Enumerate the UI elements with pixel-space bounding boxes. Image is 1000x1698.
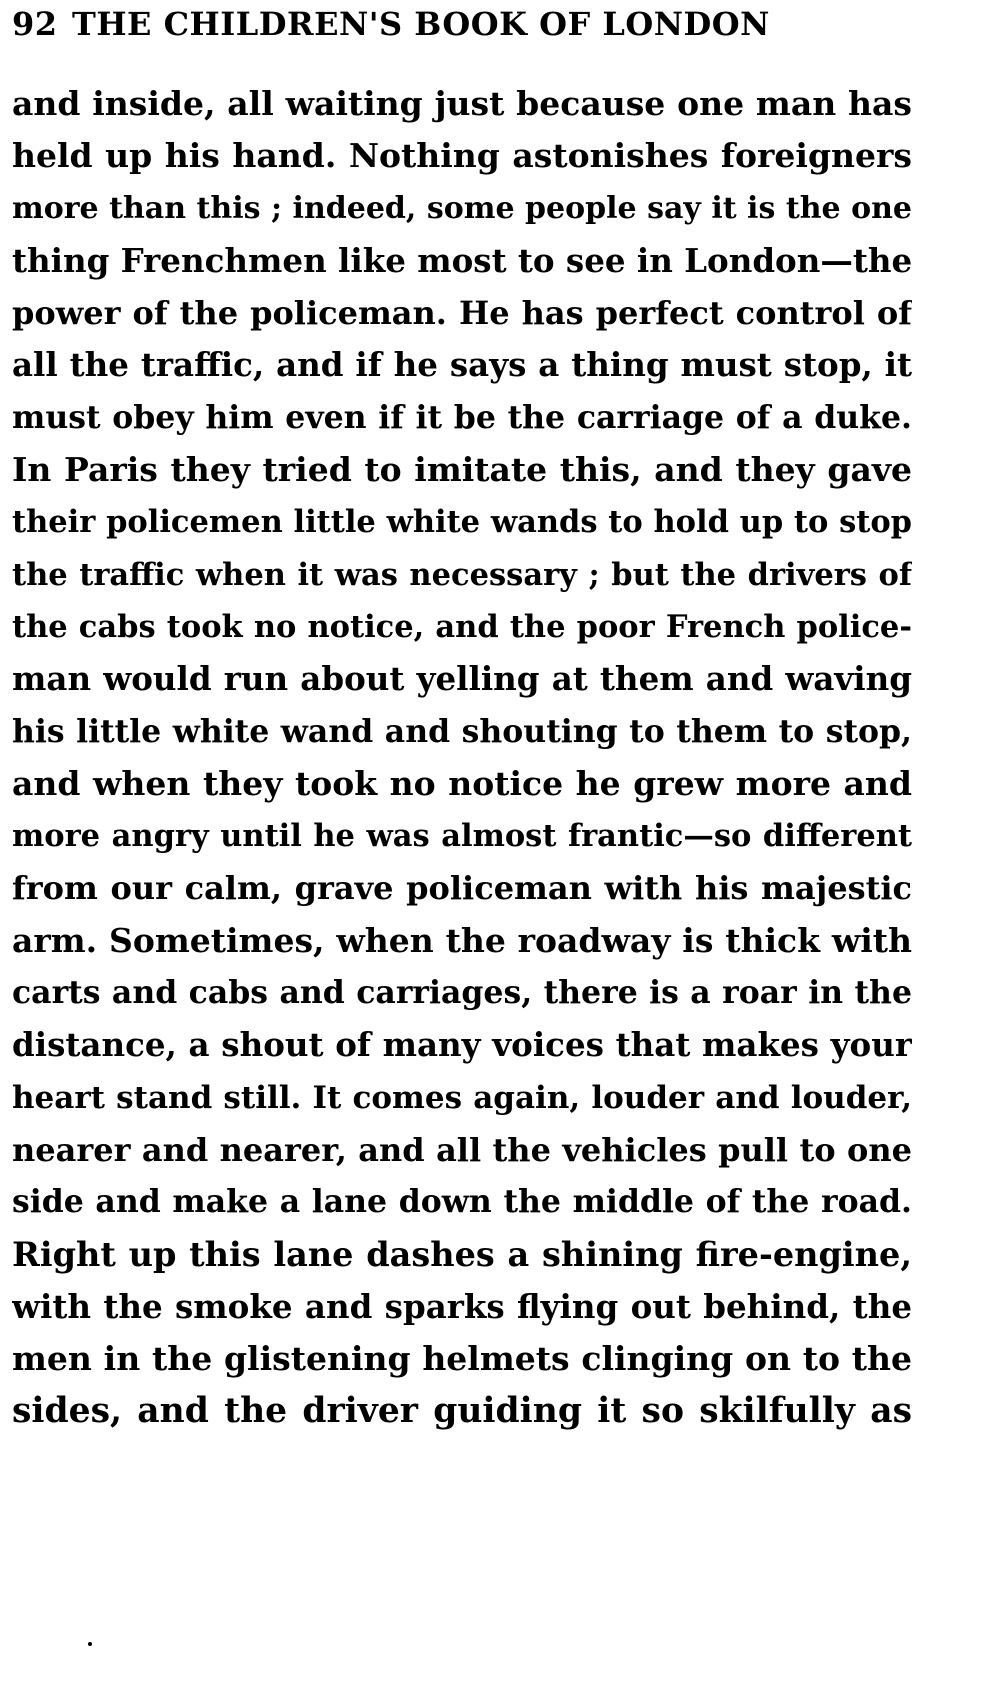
text-line: their policemen little white wands to hold up to stop	[12, 504, 912, 541]
ink-speck	[88, 1642, 92, 1646]
text-line: must obey him even if it be the carriage of a duke.	[12, 398, 912, 436]
text-line: man would run about yelling at them and waving	[12, 659, 912, 699]
text-line: all the traffic, and if he says a thing must stop, it	[12, 345, 912, 385]
text-line: the cabs took no notice, and the poor French police-	[12, 608, 912, 645]
text-line: sides, and the driver guiding it so skilfully as	[12, 1391, 912, 1432]
text-line: the traffic when it was necessary ; but the drivers of	[12, 556, 912, 593]
running-title: THE CHILDREN'S BOOK OF LONDON	[72, 5, 770, 43]
text-line: from our calm, grave policeman with his majestic	[12, 869, 912, 908]
text-line: carts and cabs and carriages, there is a roar in the	[12, 974, 912, 1012]
text-line: held up his hand. Nothing astonishes foreigners	[12, 136, 912, 176]
text-line: men in the glistening helmets clinging on to the	[12, 1339, 912, 1379]
text-line: more than this ; indeed, some people say it is the one	[12, 190, 912, 226]
body-text	[12, 78, 912, 1438]
text-line: nearer and nearer, and all the vehicles pull to one	[12, 1130, 912, 1169]
page-header	[12, 4, 912, 44]
text-line: and when they took no notice he grew more and	[12, 763, 912, 803]
text-line: Right up this lane dashes a shining fire-engine,	[12, 1234, 912, 1274]
page-number: 92	[12, 5, 58, 43]
text-line: power of the policeman. He has perfect control of	[12, 294, 912, 333]
text-line: arm. Sometimes, when the roadway is thick with	[12, 920, 912, 960]
text-line: side and make a lane down the middle of the road.	[12, 1183, 912, 1221]
text-line: In Paris they tried to imitate this, and they gave	[12, 450, 912, 490]
text-line: and inside, all waiting just because one man has	[12, 84, 912, 123]
text-line: with the smoke and sparks flying out behind, the	[12, 1286, 912, 1326]
text-line: distance, a shout of many voices that makes your	[12, 1025, 912, 1065]
text-line: heart stand still. It comes again, louder and louder,	[12, 1079, 912, 1116]
text-line: his little white wand and shouting to them to stop,	[12, 712, 912, 750]
text-line: thing Frenchmen like most to see in London—the	[12, 240, 912, 280]
text-line: more angry until he was almost frantic—so different	[12, 818, 912, 855]
